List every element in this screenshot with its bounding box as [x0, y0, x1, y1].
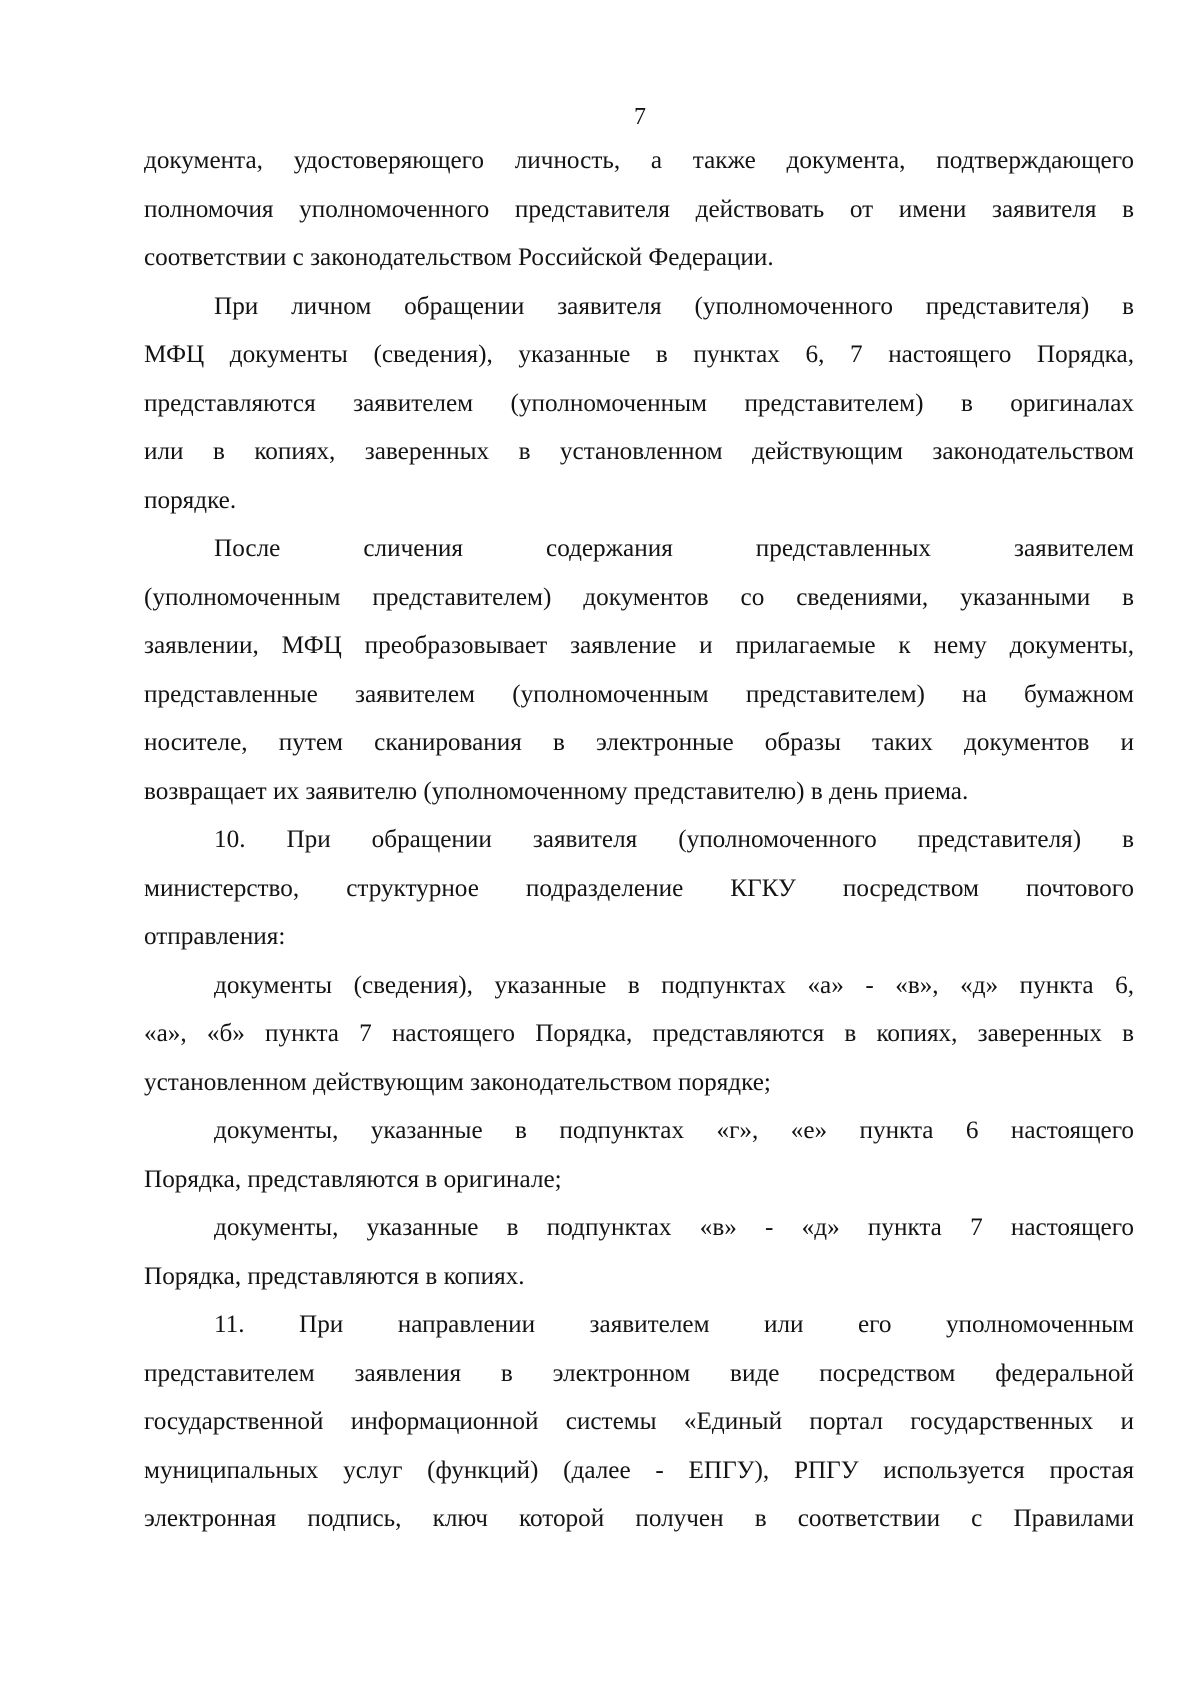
text-line: носителе, путем сканирования в электронные образы таких документов и [144, 729, 1134, 756]
text-line: отправления: [144, 923, 286, 950]
text-line: Порядка, представляются в копиях. [144, 1262, 525, 1290]
text-line: При личном обращении заявителя (уполномоченного представителя) в [214, 292, 1134, 320]
text-line: заявлении, МФЦ преобразовывает заявление и прилагаемые к нему документы, [144, 632, 1134, 659]
paragraph-documents-originals [144, 1107, 1134, 1204]
paragraph-document-comparison [144, 525, 1134, 816]
text-line: документы, указанные в подпунктах «в» - «д» пункта 7 настоящего [214, 1214, 1134, 1241]
text-line: документы (сведения), указанные в подпунктах «а» - «в», «д» пункта 6, [214, 971, 1134, 999]
page-number: 7 [634, 104, 646, 130]
text-line: возвращает их заявителю (уполномоченному представителю) в день приема. [144, 777, 969, 805]
text-line: Порядка, представляются в оригинале; [144, 1165, 562, 1193]
paragraph-documents-copies [144, 962, 1134, 1108]
text-line: министерство, структурное подразделение КГКУ посредством почтового [144, 874, 1134, 902]
text-line: электронная подпись, ключ которой получен в соответствии с Правилами [144, 1505, 1134, 1532]
text-line: муниципальных услуг (функций) (далее - ЕПГУ), РПГУ используется простая [144, 1456, 1134, 1484]
paragraph-continuation [144, 137, 1134, 283]
text-line: представителем заявления в электронном виде посредством федеральной [144, 1359, 1134, 1387]
text-line: представленные заявителем (уполномоченным представителем) на бумажном [144, 680, 1134, 708]
paragraph-item-10 [144, 816, 1134, 962]
document-body [144, 137, 1134, 1544]
text-line: соответствии с законодательством Российской Федерации. [144, 244, 774, 271]
text-line: порядке. [144, 486, 237, 514]
text-line: представляются заявителем (уполномоченным представителем) в оригиналах [144, 389, 1134, 417]
text-line: полномочия уполномоченного представителя действовать от имени заявителя в [144, 195, 1134, 223]
text-line: «а», «б» пункта 7 настоящего Порядка, представляются в копиях, заверенных в [144, 1020, 1134, 1047]
paragraph-item-11 [144, 1301, 1134, 1544]
text-line: документа, удостоверяющего личность, а также документа, подтверждающего [144, 147, 1134, 174]
text-line: документы, указанные в подпунктах «г», «е» пункта 6 настоящего [214, 1117, 1134, 1144]
text-line: или в копиях, заверенных в установленном действующим законодательством [144, 438, 1134, 465]
paragraph-documents-item-7 [144, 1204, 1134, 1301]
text-line: государственной информационной системы «Единый портал государственных и [144, 1408, 1134, 1435]
text-line: 11. При направлении заявителем или его уполномоченным [214, 1311, 1134, 1338]
text-line: 10. При обращении заявителя (уполномоченного представителя) в [214, 826, 1134, 853]
text-line: После сличения содержания представленных заявителем [214, 535, 1134, 562]
text-line: (уполномоченным представителем) документов со сведениями, указанными в [144, 583, 1134, 611]
paragraph-personal-visit [144, 283, 1134, 526]
text-line: МФЦ документы (сведения), указанные в пунктах 6, 7 настоящего Порядка, [144, 341, 1134, 368]
text-line: установленном действующим законодательством порядке; [144, 1068, 771, 1096]
